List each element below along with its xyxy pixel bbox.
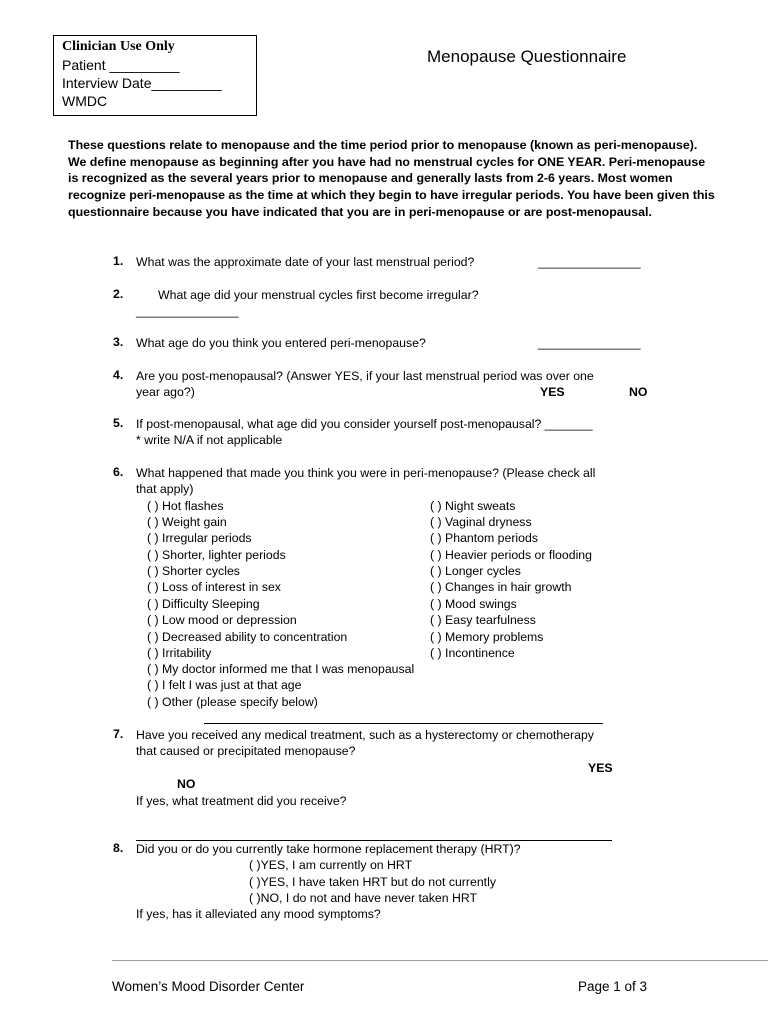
q3-answer-blank[interactable]: _______________ (538, 336, 641, 350)
patient-field: Patient _________ (62, 57, 180, 73)
q6-option-phantom-periods[interactable]: ( ) Phantom periods (430, 531, 538, 545)
q4-no-option[interactable]: NO (629, 385, 648, 399)
q1-text: What was the approximate date of your last menstrual period? (136, 255, 475, 269)
q6-option-easy-tearfulness[interactable]: ( ) Easy tearfulness (430, 613, 536, 627)
q8-option-taken-hrt-not-currently[interactable]: ( )YES, I have taken HRT but do not currently (249, 875, 496, 889)
q4-yes-option[interactable]: YES (540, 385, 565, 399)
q6-number: 6. (113, 465, 124, 479)
q6-option-hot-flashes[interactable]: ( ) Hot flashes (147, 499, 224, 513)
q7-text-line2: that caused or precipitated menopause? (136, 744, 356, 758)
q5-number: 5. (113, 416, 124, 430)
q6-option-difficulty-sleeping[interactable]: ( ) Difficulty Sleeping (147, 597, 260, 611)
q6-option-night-sweats[interactable]: ( ) Night sweats (430, 499, 516, 513)
q6-other-specify-line[interactable] (204, 723, 603, 724)
q7-text-line1: Have you received any medical treatment, such as a hysterectomy or chemotherapy (136, 728, 594, 742)
q8-text: Did you or do you currently take hormone replacement therapy (HRT)? (136, 842, 521, 856)
intro-paragraph (68, 137, 718, 221)
clinician-use-title: Clinician Use Only (62, 39, 175, 54)
q6-option-heavier-periods[interactable]: ( ) Heavier periods or flooding (430, 548, 592, 562)
footer-organization: Women’s Mood Disorder Center (112, 979, 305, 994)
q6-option-shorter-cycles[interactable]: ( ) Shorter cycles (147, 564, 240, 578)
q5-text-line1: If post-menopausal, what age did you consider yourself post-menopausal? _______ (136, 417, 593, 431)
q6-text-line2: that apply) (136, 482, 194, 496)
q5-text-line2: * write N/A if not applicable (136, 433, 283, 447)
q8-number: 8. (113, 841, 124, 855)
clinician-use-box (53, 35, 257, 116)
q4-number: 4. (113, 368, 124, 382)
q6-text-line1: What happened that made you think you were in peri-menopause? (Please check all (136, 466, 596, 480)
q7-yes-option[interactable]: YES (588, 761, 613, 775)
q2-answer-blank[interactable]: _______________ (136, 304, 239, 318)
q8-option-currently-on-hrt[interactable]: ( )YES, I am currently on HRT (249, 858, 413, 872)
wmdc-label: WMDC (62, 93, 108, 109)
q4-text-line2: year ago?) (136, 385, 195, 399)
q1-number: 1. (113, 254, 124, 268)
q6-option-hair-growth[interactable]: ( ) Changes in hair growth (430, 580, 572, 594)
page-title: Menopause Questionnaire (427, 47, 627, 66)
q7-number: 7. (113, 727, 124, 741)
intro-text: These questions relate to menopause and the time period prior to menopause (known as peri-menopause). We define menopause as beginning after you have had no menstrual cycles for ONE YEAR. Peri-menopause is recognized as the several years prior to menopause and generally lasts from 2-6 years. Most women recognize peri-menopause as the time at which they begin to have irregular periods. You have been given this questionnaire because you have indicated that you are in peri-menopause or are post-menopausal. (68, 138, 715, 219)
interview-date-field: Interview Date_________ (62, 75, 222, 91)
q6-option-loss-of-interest[interactable]: ( ) Loss of interest in sex (147, 580, 281, 594)
q6-option-vaginal-dryness[interactable]: ( ) Vaginal dryness (430, 515, 532, 529)
footer-divider (112, 960, 768, 961)
q6-option-weight-gain[interactable]: ( ) Weight gain (147, 515, 227, 529)
footer-page-number: Page 1 of 3 (578, 979, 648, 994)
q3-number: 3. (113, 335, 124, 349)
q7-followup-text: If yes, what treatment did you receive? (136, 794, 347, 808)
q6-option-incontinence[interactable]: ( ) Incontinence (430, 646, 515, 660)
q1-answer-blank[interactable]: _______________ (538, 255, 641, 269)
q6-option-low-mood[interactable]: ( ) Low mood or depression (147, 613, 297, 627)
q2-text: What age did your menstrual cycles first become irregular? (158, 288, 479, 302)
q6-option-memory-problems[interactable]: ( ) Memory problems (430, 630, 544, 644)
q6-option-irregular-periods[interactable]: ( ) Irregular periods (147, 531, 252, 545)
q4-text-line1: Are you post-menopausal? (Answer YES, if your last menstrual period was over one (136, 369, 594, 383)
q3-text: What age do you think you entered peri-menopause? (136, 336, 426, 350)
q6-option-mood-swings[interactable]: ( ) Mood swings (430, 597, 517, 611)
q6-option-longer-cycles[interactable]: ( ) Longer cycles (430, 564, 521, 578)
q8-followup-text: If yes, has it alleviated any mood symptoms? (136, 907, 381, 921)
q6-option-other[interactable]: ( ) Other (please specify below) (147, 695, 318, 709)
q8-option-never-taken-hrt[interactable]: ( )NO, I do not and have never taken HRT (249, 891, 478, 905)
q6-option-decreased-concentration[interactable]: ( ) Decreased ability to concentration (147, 630, 348, 644)
q2-number: 2. (113, 287, 124, 301)
q6-option-irritability[interactable]: ( ) Irritability (147, 646, 212, 660)
q6-option-felt-that-age[interactable]: ( ) I felt I was just at that age (147, 678, 302, 692)
q6-option-shorter-lighter-periods[interactable]: ( ) Shorter, lighter periods (147, 548, 286, 562)
q7-no-option[interactable]: NO (177, 777, 196, 791)
q6-option-doctor-informed[interactable]: ( ) My doctor informed me that I was menopausal (147, 662, 415, 676)
